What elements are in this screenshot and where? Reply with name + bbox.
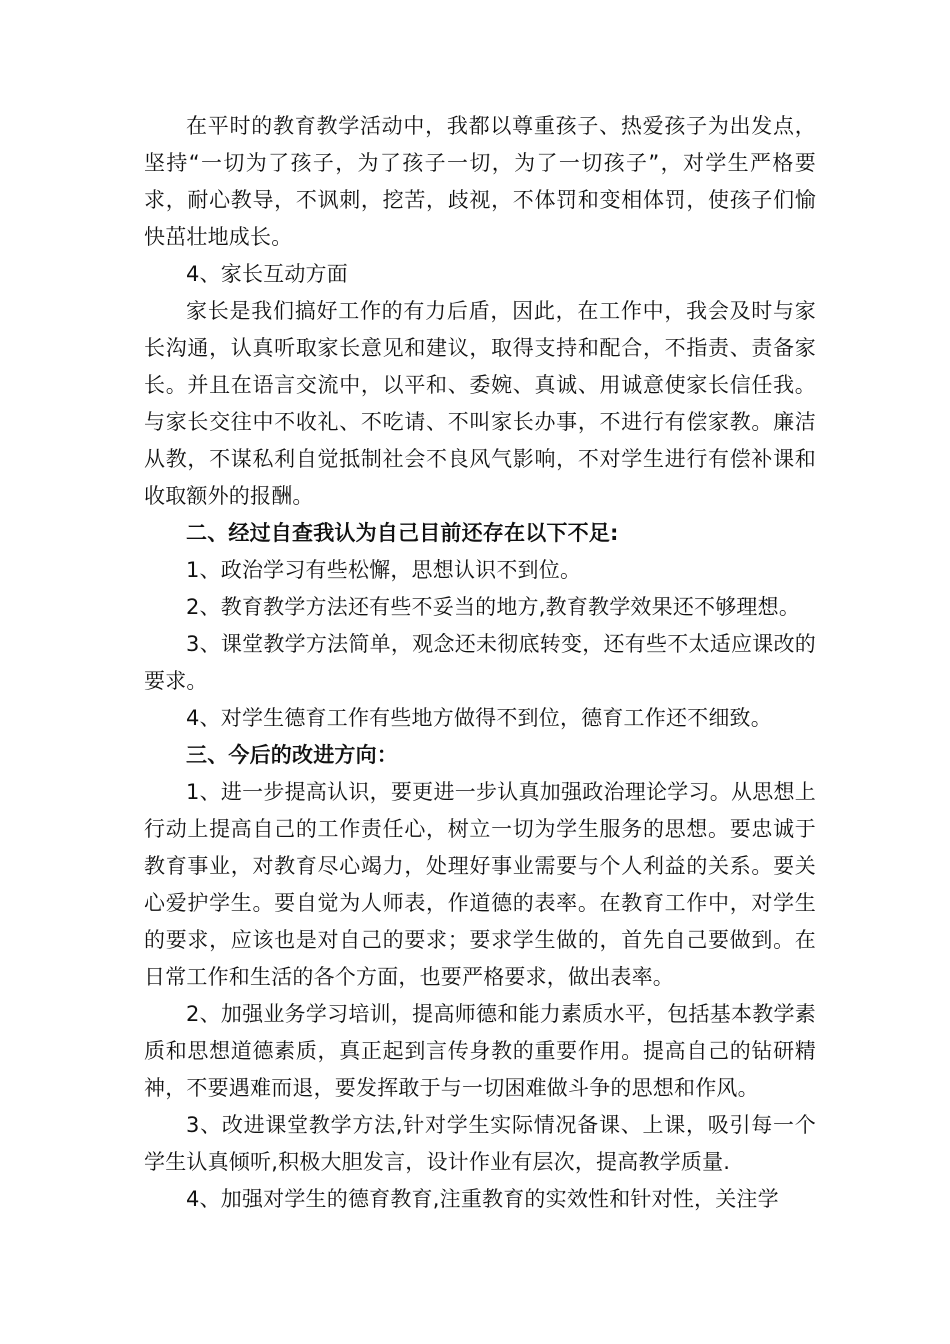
- list-item-improvement-3: 3、改进课堂教学方法,针对学生实际情况备课、上课，吸引每一个学生认真倾听,积极大胆发言，设计作业有层次，提高教学质量.: [144, 1113, 816, 1174]
- list-item-shortcoming-2: 2、教育教学方法还有些不妥当的地方,教育教学效果还不够理想。: [186, 595, 801, 619]
- paragraph-child-care-attitude: 在平时的教育教学活动中，我都以尊重孩子、热爱孩子为出发点，坚持“一切为了孩子，为了孩子一切，为了一切孩子”，对学生严格要求，耐心教导，不讽刺，挖苦，歧视，不体罚和变相体罚，使孩子们愉快茁壮地成长。: [144, 114, 816, 249]
- list-item-improvement-1: 1、进一步提高认识，要更进一步认真加强政治理论学习。从思想上行动上提高自己的工作责任心，树立一切为学生服务的思想。要忠诚于教育事业，对教育尽心竭力，处理好事业需要与个人利益的关系。要关心爱护学生。要自觉为人师表，作道德的表率。在教育工作中，对学生的要求，应该也是对自己的要求；要求学生做的，首先自己要做到。在日常工作和生活的各个方面，也要严格要求，做出表率。: [144, 780, 816, 989]
- section-heading-improvements: 三、今后的改进方向：: [186, 743, 398, 767]
- section-heading-shortcomings: 二、经过自查我认为自己目前还存在以下不足:: [186, 521, 619, 545]
- document-body: [144, 108, 816, 1218]
- subheading-parent-interaction: 4、家长互动方面: [186, 262, 348, 286]
- list-item-shortcoming-3: 3、课堂教学方法简单，观念还未彻底转变，还有些不太适应课改的要求。: [144, 632, 816, 693]
- list-item-improvement-4: 4、加强对学生的德育教育,注重教育的实效性和针对性，关注学: [186, 1187, 779, 1211]
- list-item-improvement-2: 2、加强业务学习培训，提高师德和能力素质水平，包括基本教学素质和思想道德素质，真正起到言传身教的重要作用。提高自己的钻研精神，不要遇难而退，要发挥敢于与一切困难做斗争的思想和作风。: [144, 1002, 816, 1100]
- list-item-shortcoming-4: 4、对学生德育工作有些地方做得不到位，德育工作还不细致。: [186, 706, 772, 730]
- paragraph-parent-communication: 家长是我们搞好工作的有力后盾，因此，在工作中，我会及时与家长沟通，认真听取家长意见和建议，取得支持和配合，不指责、责备家长。并且在语言交流中，以平和、委婉、真诚、用诚意使家长信任我。与家长交往中不收礼、不吃请、不叫家长办事，不进行有偿家教。廉洁从教，不谋私利自觉抵制社会不良风气影响，不对学生进行有偿补课和收取额外的报酬。: [144, 299, 816, 508]
- list-item-shortcoming-1: 1、政治学习有些松懈，思想认识不到位。: [186, 558, 582, 582]
